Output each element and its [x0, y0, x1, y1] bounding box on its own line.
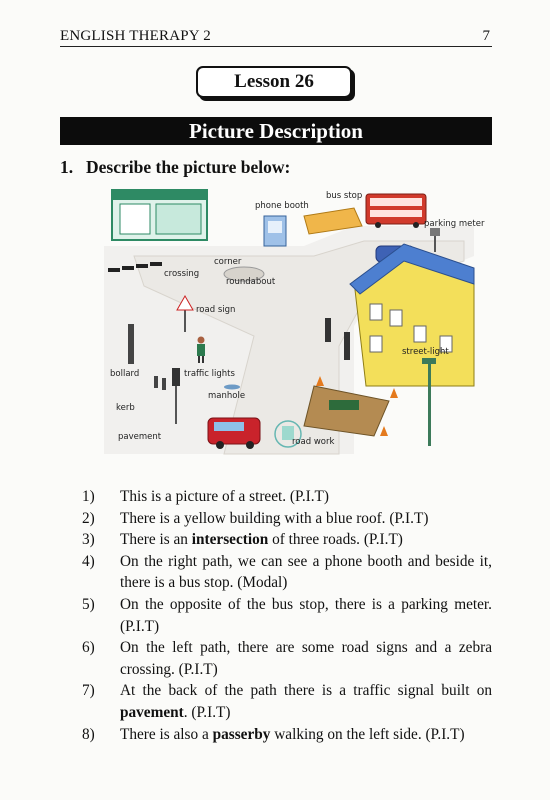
label-roundabout: roundabout: [226, 277, 276, 287]
label-corner: corner: [214, 257, 242, 267]
sentence-text: of three roads. (P.I.T): [268, 531, 403, 549]
sentence-item: [82, 551, 492, 594]
sentence-text: . (P.I.T): [183, 703, 231, 721]
label-bollard: bollard: [110, 369, 140, 379]
sentence-item: [82, 637, 492, 680]
sentence-text: On the opposite of the bus stop, there is a parking meter. (P.I.T): [120, 595, 492, 635]
sentence-number: 4): [82, 552, 95, 570]
sentence-number: 2): [82, 509, 95, 527]
sentence-item: [82, 486, 492, 508]
key-term: intersection: [191, 531, 269, 549]
label-phone-booth: phone booth: [255, 201, 309, 211]
key-term: passerby: [212, 725, 271, 743]
sentence-number: 7): [82, 682, 95, 700]
bus-icon: [366, 194, 426, 228]
task-number: 1.: [60, 157, 74, 177]
sentence-number: 5): [82, 595, 95, 613]
sentence-text: There is a yellow building with a blue roof. (P.I.T): [120, 509, 429, 527]
section-title-banner: Picture Description: [60, 117, 492, 145]
label-traffic-lights: traffic lights: [184, 369, 235, 379]
label-street-light: street-light: [402, 347, 449, 357]
sentence-text: There is also a: [120, 725, 213, 743]
sentence-item: [82, 594, 492, 637]
sentence-item: [82, 680, 492, 723]
lesson-title-box: Lesson 26: [196, 66, 352, 98]
key-term: pavement: [120, 703, 184, 721]
task-text: Describe the picture below:: [86, 157, 291, 177]
sentence-number: 3): [82, 531, 95, 549]
phone-booth-icon: [264, 216, 286, 246]
sentence-text: On the right path, we can see a phone booth and beside it, there is a bus stop. (Modal): [120, 552, 492, 592]
label-crossing: crossing: [164, 269, 200, 279]
street-illustration: [104, 186, 485, 454]
label-road-sign: road sign: [196, 305, 236, 315]
sentence-text: On the left path, there are some road signs and a zebra crossing. (P.I.T): [120, 639, 492, 678]
sentence-item: [82, 508, 492, 530]
sentence-text: At the back of the path there is a traffic signal built on: [120, 682, 492, 700]
label-kerb: kerb: [116, 403, 135, 413]
sentence-item: [82, 724, 492, 746]
sentence-number: 8): [82, 725, 95, 743]
page-number: 7: [482, 28, 490, 44]
sentence-text: There is an: [120, 531, 192, 549]
sentence-list: [82, 486, 492, 745]
label-road-work: road work: [292, 437, 335, 447]
label-parking-meter: parking meter: [424, 219, 485, 229]
sentence-number: 6): [82, 639, 95, 657]
red-car-icon: [208, 418, 260, 449]
label-pavement: pavement: [118, 432, 162, 442]
sentence-number: 1): [82, 488, 95, 505]
manhole-icon: [224, 385, 240, 390]
sentence-text: walking on the left side. (P.I.T): [270, 725, 465, 743]
sentence-item: [82, 529, 492, 551]
sentence-text: This is a picture of a street. (P.I.T): [120, 488, 329, 505]
label-manhole: manhole: [208, 391, 246, 401]
page-header: [60, 28, 492, 47]
shop-building: [112, 190, 207, 240]
label-bus-stop: bus stop: [326, 191, 363, 201]
task-heading: [60, 157, 290, 178]
book-title: ENGLISH THERAPY 2: [60, 28, 211, 44]
